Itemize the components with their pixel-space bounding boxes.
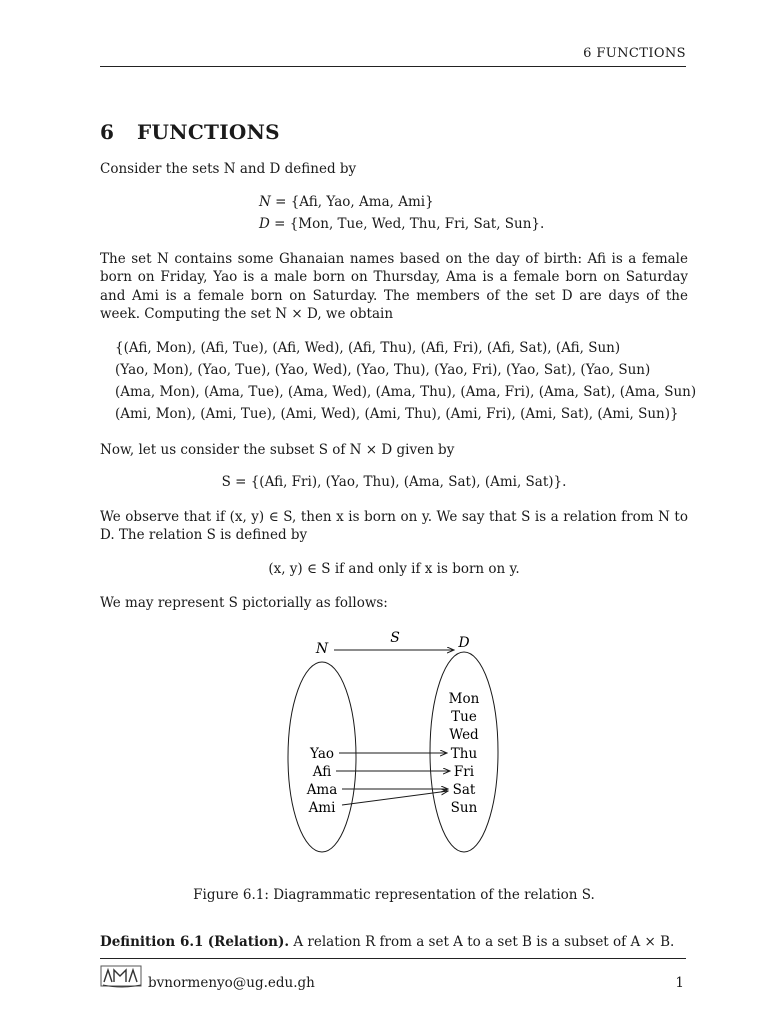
set-d-label: D (458, 635, 470, 651)
section-title-text: FUNCTIONS (137, 120, 280, 144)
set-n-definition (259, 191, 544, 213)
product-row: (Ami, Mon), (Ami, Tue), (Ami, Wed), (Ami, Thu), (Ami, Fri), (Ami, Sat), (Ami, Sun)} (115, 406, 679, 422)
element-mon: Mon (448, 691, 480, 707)
author-email: bvnormenyo@ug.edu.gh (148, 975, 315, 991)
definition-block (100, 934, 674, 950)
university-logo (100, 962, 144, 990)
element-tue: Tue (451, 709, 477, 725)
set-definitions (259, 191, 544, 235)
element-wed: Wed (449, 727, 479, 743)
set-d-symbol: D (259, 216, 270, 232)
relation-s-label: S (390, 630, 400, 646)
set-d-definition (259, 213, 544, 235)
subset-equation: S = {(Afi, Fri), (Yao, Thu), (Ama, Sat), (Ami, Sat)}. (221, 474, 567, 490)
product-row: (Ama, Mon), (Ama, Tue), (Ama, Wed), (Ama, Thu), (Ama, Fri), (Ama, Sat), (Ama, Sun) (115, 384, 697, 400)
set-n-label: N (315, 641, 329, 657)
figure-caption: Figure 6.1: Diagrammatic representation of the relation S. (193, 887, 595, 903)
element-thu: Thu (450, 746, 478, 762)
arrow-ami-sat (342, 791, 448, 805)
product-row: {(Afi, Mon), (Afi, Tue), (Afi, Wed), (Afi, Thu), (Afi, Fri), (Afi, Sat), (Afi, Sun) (115, 340, 621, 356)
subset-intro: Now, let us consider the subset S of N × D given by (100, 442, 455, 458)
definition-name: (Relation). (207, 934, 290, 950)
element-sat: Sat (452, 782, 476, 798)
set-n-members: = {Afi, Yao, Ama, Ami} (270, 194, 434, 210)
running-header (100, 46, 686, 67)
set-d-members: = {Mon, Tue, Wed, Thu, Fri, Sat, Sun}. (269, 216, 545, 232)
intro-paragraph: Consider the sets N and D defined by (100, 161, 357, 177)
paragraph-names: The set N contains some Ghanaian names based on the day of birth: Afi is a female born on Friday, Yao is a male born on Thursday, Ama is a female born on Saturday and Ami is a female born on Saturday. The members of the set D are days of the week. Computing the set N × D, we obtain (100, 251, 688, 322)
element-sun: Sun (450, 800, 478, 816)
element-fri: Fri (453, 764, 475, 780)
product-row: (Yao, Mon), (Yao, Tue), (Yao, Wed), (Yao, Thu), (Yao, Fri), (Yao, Sat), (Yao, Sun) (115, 362, 651, 378)
element-ama: Ama (306, 782, 338, 798)
running-header-text: 6 FUNCTIONS (583, 46, 686, 61)
picture-intro: We may represent S pictorially as follows: (100, 595, 388, 611)
section-title (100, 120, 280, 144)
element-afi: Afi (312, 764, 332, 780)
page-number: 1 (675, 975, 684, 991)
section-number: 6 (100, 120, 115, 144)
cartesian-product (115, 337, 696, 425)
relation-diagram (0, 620, 768, 870)
definition-text: A relation R from a set A to a set B is a subset of A × B. (293, 934, 675, 950)
footer-rule (100, 958, 686, 959)
element-ami: Ami (308, 800, 336, 816)
definition-head: Definition 6.1 (100, 934, 204, 950)
element-yao: Yao (309, 746, 335, 762)
paragraph-relation: We observe that if (x, y) ∈ S, then x is born on y. We say that S is a relation from N to D. The relation S is defined by (100, 509, 688, 544)
set-n-symbol: N (259, 194, 271, 210)
relation-definition: (x, y) ∈ S if and only if x is born on y. (268, 561, 520, 577)
